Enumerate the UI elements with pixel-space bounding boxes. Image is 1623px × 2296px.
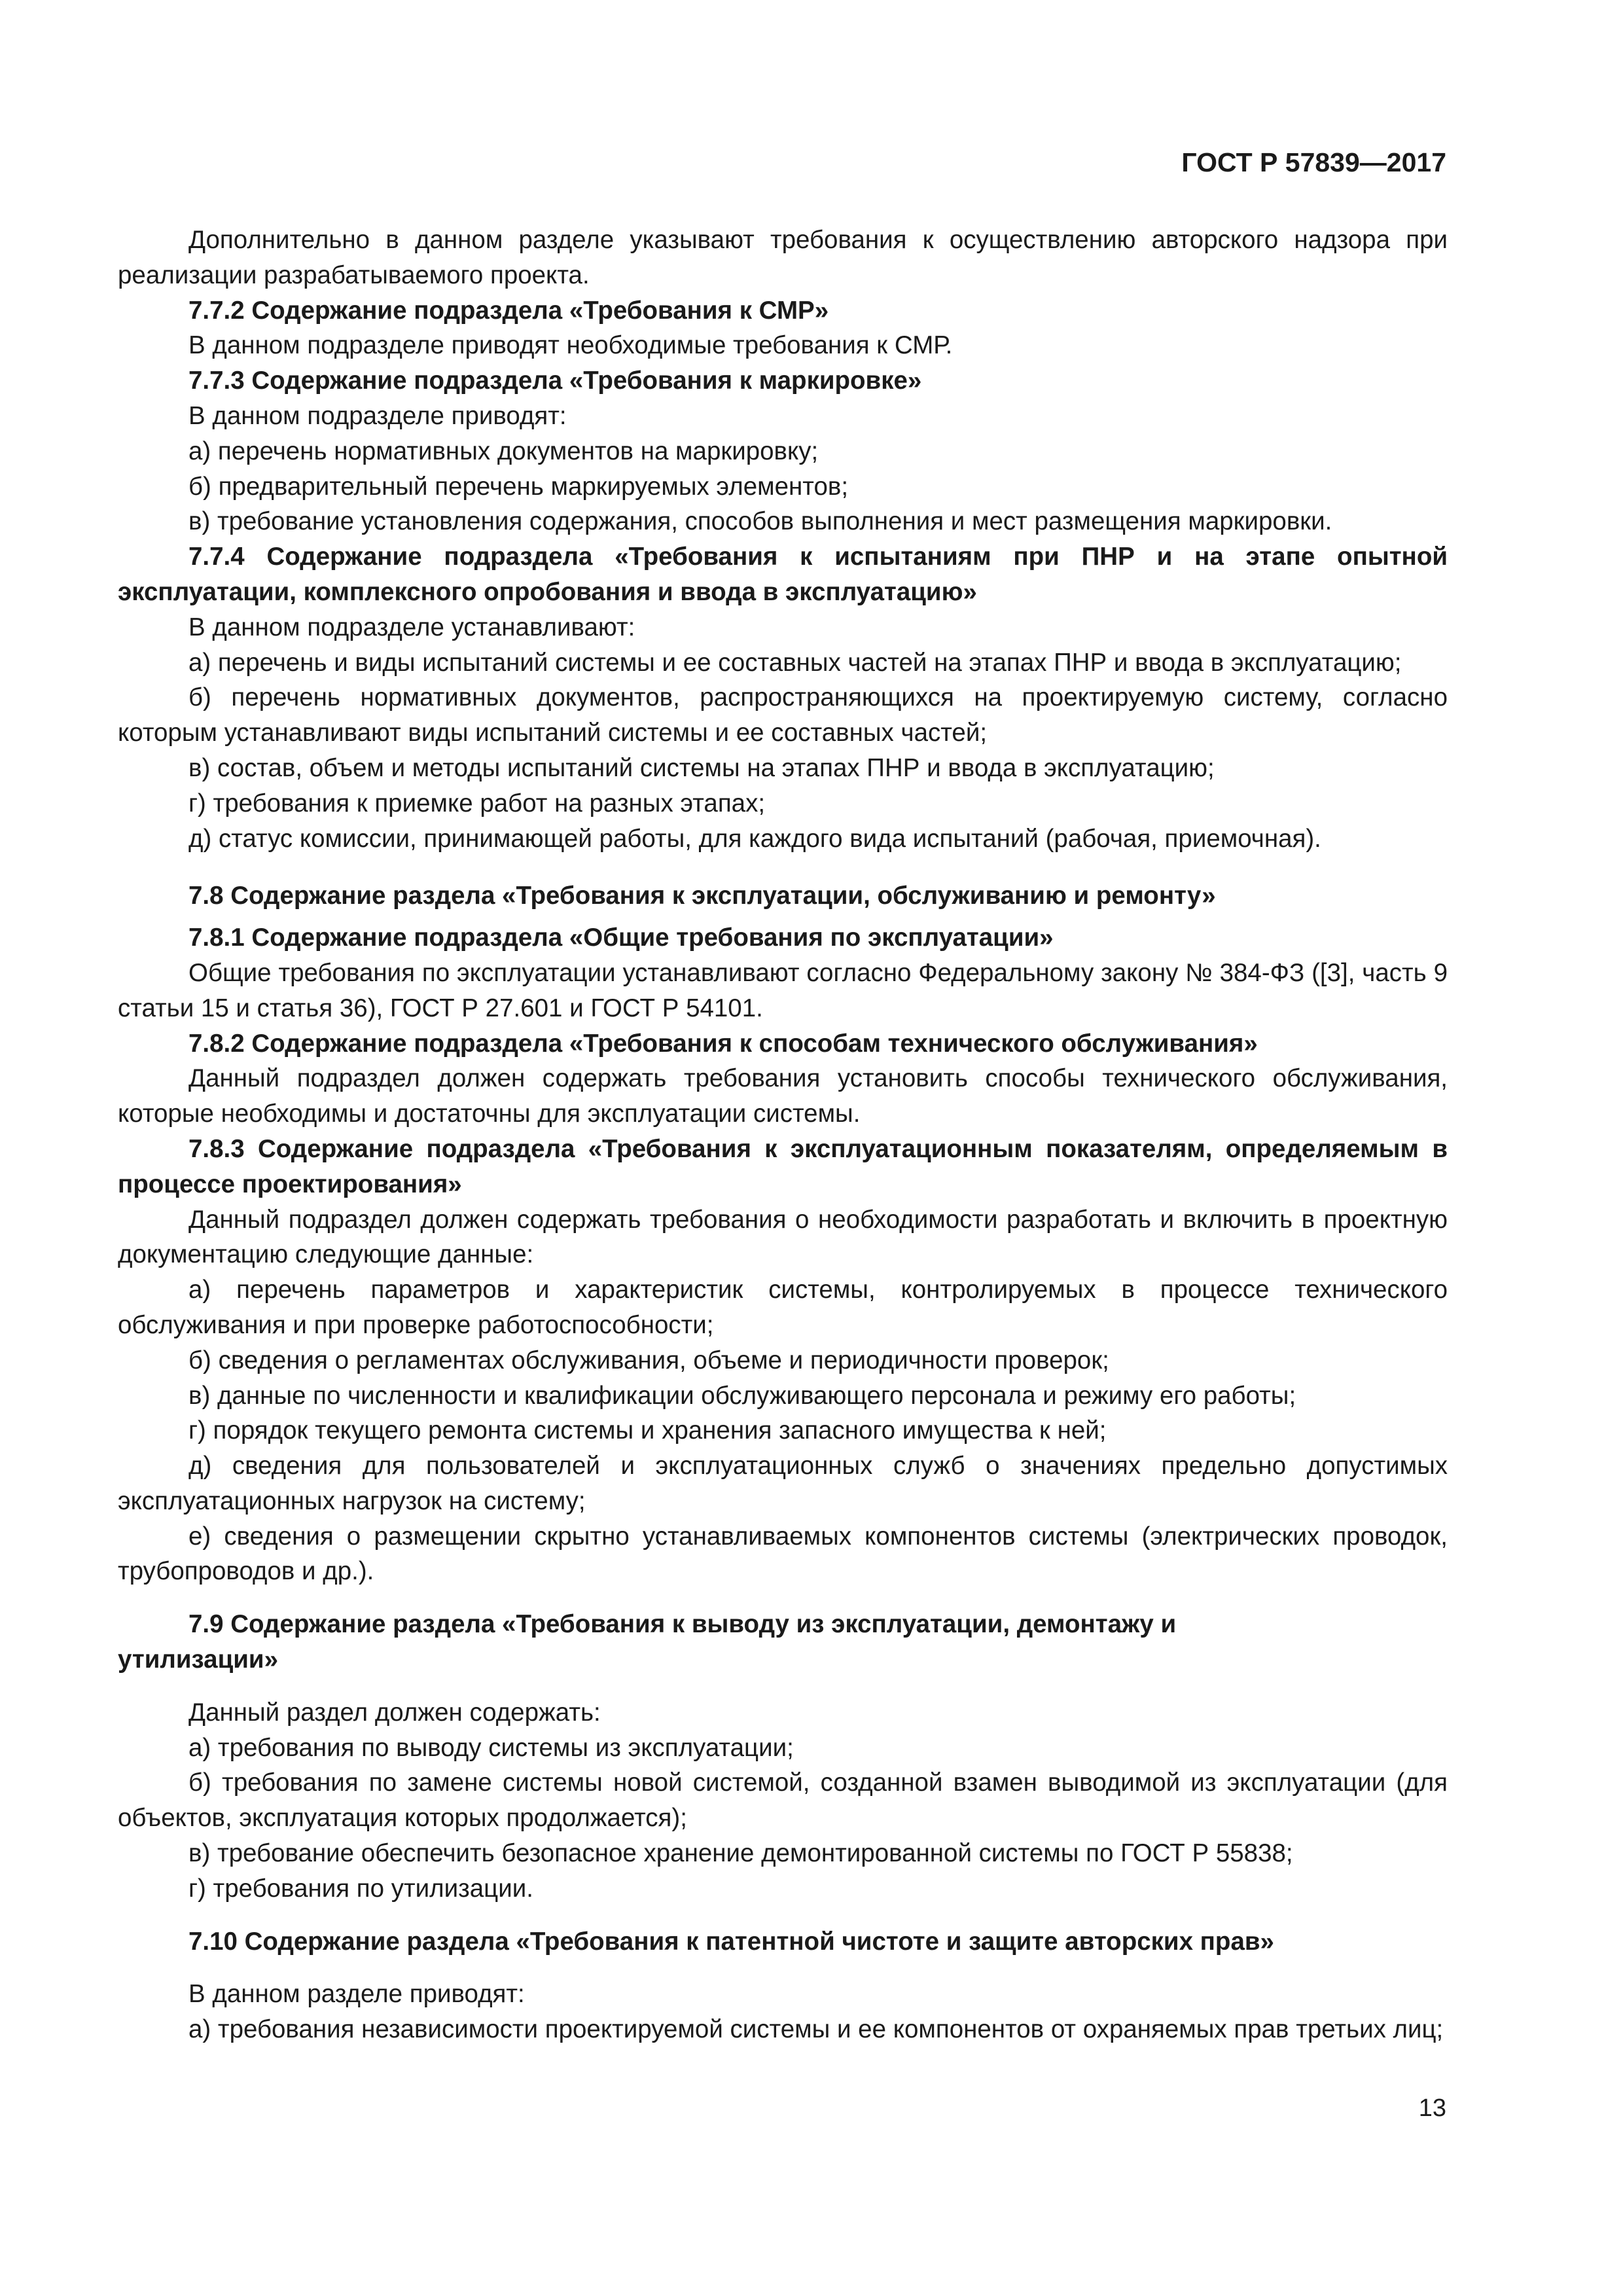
paragraph: Дополнительно в данном разделе указывают требования к осуществлению авторского надзора при реализации разрабатываемого проекта. xyxy=(118,226,1448,289)
list-item: в) требование обеспечить безопасное хранение демонтированной системы по ГОСТ Р 55838; xyxy=(188,1839,1293,1868)
paragraph: В данном подразделе приводят необходимые требования к СМР. xyxy=(188,331,953,360)
document-standard-id: ГОСТ Р 57839—2017 xyxy=(1181,147,1446,177)
list-item: б) требования по замене системы новой системой, созданной взамен выводимой из эксплуатации (для объектов, эксплуатация которых продолжается); xyxy=(118,1768,1448,1833)
list-item: б) перечень нормативных документов, распространяющихся на проектируемую систему, согласно которым устанавливают виды испытаний системы и ее составных частей; xyxy=(118,683,1448,747)
list-item: а) перечень параметров и характеристик системы, контролируемых в процессе технического обслуживания и при проверке работоспособности; xyxy=(118,1276,1448,1339)
subsection-heading-7-8-1: 7.8.1 Содержание подраздела «Общие требования по эксплуатации» xyxy=(188,924,1054,952)
subsection-heading-7-8-3: 7.8.3 Содержание подраздела «Требования к эксплуатационным показателям, определяемым в процессе проектирования» xyxy=(118,1134,1448,1198)
list-item: г) порядок текущего ремонта системы и хранения запасного имущества к ней; xyxy=(188,1416,1107,1445)
list-item: б) предварительный перечень маркируемых элементов; xyxy=(188,472,849,501)
paragraph: В данном подразделе устанавливают: xyxy=(188,613,635,641)
subsection-heading-7-8-2: 7.8.2 Содержание подраздела «Требования к способам технического обслуживания» xyxy=(188,1029,1258,1058)
list-item: в) состав, объем и методы испытаний системы на этапах ПНР и ввода в эксплуатацию; xyxy=(188,753,1215,782)
section-heading-7-9: 7.9 Содержание раздела «Требования к выводу из эксплуатации, демонтажу и утилизации» xyxy=(118,1610,1177,1674)
section-heading-7-10: 7.10 Содержание раздела «Требования к патентной чистоте и защите авторских прав» xyxy=(188,1927,1274,1956)
list-item: в) требование установления содержания, способов выполнения и мест размещения маркировки. xyxy=(188,507,1332,536)
paragraph: В данном разделе приводят: xyxy=(188,1980,525,2009)
list-item: б) сведения о регламентах обслуживания, объеме и периодичности проверок; xyxy=(188,1346,1109,1374)
page-number: 13 xyxy=(1418,2094,1446,2122)
list-item: в) данные по численности и квалификации обслуживающего персонала и режиму его работы; xyxy=(188,1381,1296,1410)
list-item: д) сведения для пользователей и эксплуатационных служб о значениях предельно допустимых эксплуатационных нагрузок на систему; xyxy=(118,1452,1448,1515)
document-body xyxy=(118,223,1448,2047)
list-item: г) требования по утилизации. xyxy=(188,1874,533,1903)
paragraph: Данный раздел должен содержать: xyxy=(188,1698,601,1727)
list-item: д) статус комиссии, принимающей работы, для каждого вида испытаний (рабочая, приемочная). xyxy=(188,824,1321,853)
subsection-heading-7-7-3: 7.7.3 Содержание подраздела «Требования к маркировке» xyxy=(188,367,922,395)
subsection-heading-7-7-2: 7.7.2 Содержание подраздела «Требования к СМР» xyxy=(188,296,829,325)
list-item: а) перечень нормативных документов на маркировку; xyxy=(188,437,819,465)
subsection-heading-7-7-4: 7.7.4 Содержание подраздела «Требования к испытаниям при ПНР и на этапе опытной эксплуатации, комплексного опробования и ввода в эксплуатацию» xyxy=(118,543,1448,606)
list-item: г) требования к приемке работ на разных этапах; xyxy=(188,789,766,817)
section-heading-7-8: 7.8 Содержание раздела «Требования к эксплуатации, обслуживанию и ремонту» xyxy=(188,882,1216,910)
paragraph: В данном подразделе приводят: xyxy=(188,401,567,430)
list-item: е) сведения о размещении скрытно устанавливаемых компонентов системы (электрических проводок, трубопроводов и др.). xyxy=(118,1522,1448,1586)
list-item: а) требования по выводу системы из эксплуатации; xyxy=(188,1733,794,1762)
list-item: а) требования независимости проектируемой системы и ее компонентов от охраняемых прав третьих лиц; xyxy=(188,2015,1444,2044)
list-item: а) перечень и виды испытаний системы и ее составных частей на этапах ПНР и ввода в эксплуатацию; xyxy=(188,648,1402,677)
paragraph: Общие требования по эксплуатации устанавливают согласно Федеральному закону № 384-ФЗ ([3], часть 9 статьи 15 и статья 36), ГОСТ Р 27.601 и ГОСТ Р 54101. xyxy=(118,958,1448,1022)
paragraph: Данный подраздел должен содержать требования о необходимости разработать и включить в проектную документацию следующие данные: xyxy=(118,1205,1448,1269)
paragraph: Данный подраздел должен содержать требования установить способы технического обслуживания, которые необходимы и достаточны для эксплуатации системы. xyxy=(118,1064,1448,1128)
